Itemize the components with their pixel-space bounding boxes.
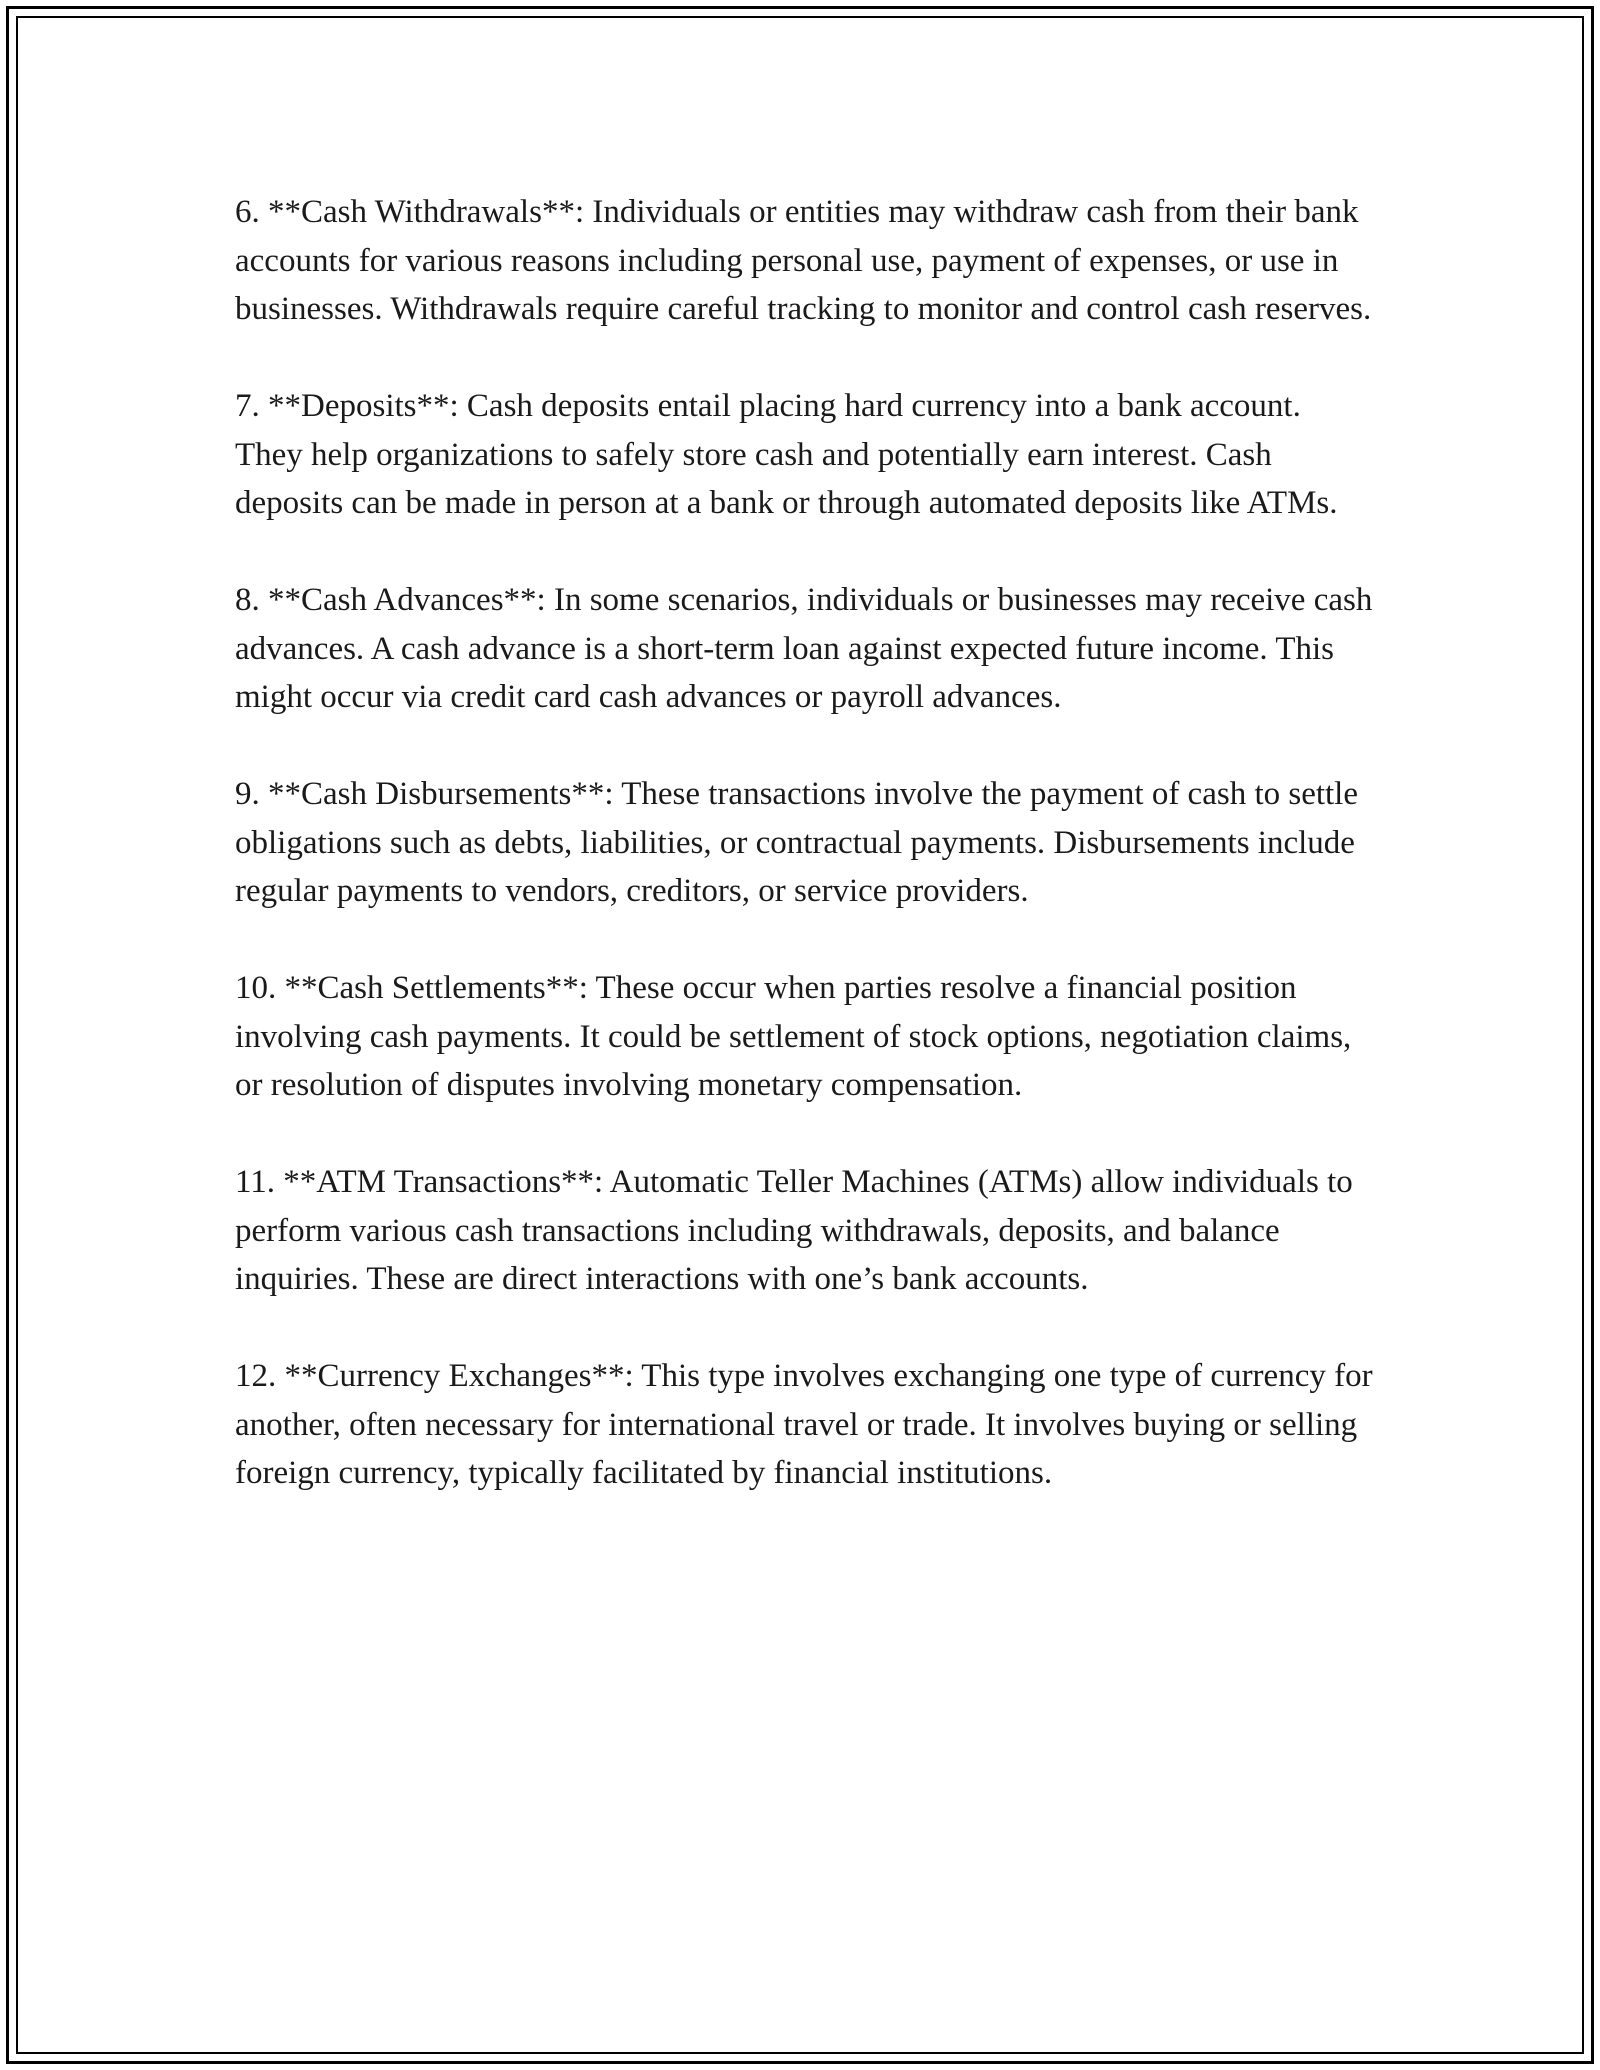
- paragraph-atm-transactions: 11. **ATM Transactions**: Automatic Teller Machines (ATMs) allow individuals to perform various cash transactions including withdrawals, deposits, and balance inquiries. These are direct interactions with one’s bank accounts.: [235, 1164, 1353, 1297]
- document-body: [235, 188, 1375, 1546]
- paragraph-cash-withdrawals: 6. **Cash Withdrawals**: Individuals or entities may withdraw cash from their bank accounts for various reasons including personal use, payment of expenses, or use in businesses. Withdrawals require careful tracking to monitor and control cash reserves.: [235, 194, 1372, 327]
- paragraph-deposits: 7. **Deposits**: Cash deposits entail placing hard currency into a bank account. They help organizations to safely store cash and potentially earn interest. Cash deposits can be made in person at a bank or through automated deposits like ATMs.: [235, 388, 1338, 521]
- paragraph-cash-advances: 8. **Cash Advances**: In some scenarios, individuals or businesses may receive cash advances. A cash advance is a short-term loan against expected future income. This might occur via credit card cash advances or payroll advances.: [235, 582, 1373, 715]
- paragraph-cash-settlements: 10. **Cash Settlements**: These occur when parties resolve a financial position involving cash payments. It could be settlement of stock options, negotiation claims, or resolution of disputes involving monetary compensation.: [235, 970, 1352, 1103]
- paragraph-cash-disbursements: 9. **Cash Disbursements**: These transactions involve the payment of cash to settle obligations such as debts, liabilities, or contractual payments. Disbursements include regular payments to vendors, creditors, or service providers.: [235, 776, 1358, 909]
- paragraph-currency-exchanges: 12. **Currency Exchanges**: This type involves exchanging one type of currency for another, often necessary for international travel or trade. It involves buying or selling foreign currency, typically facilitated by financial institutions.: [235, 1358, 1373, 1491]
